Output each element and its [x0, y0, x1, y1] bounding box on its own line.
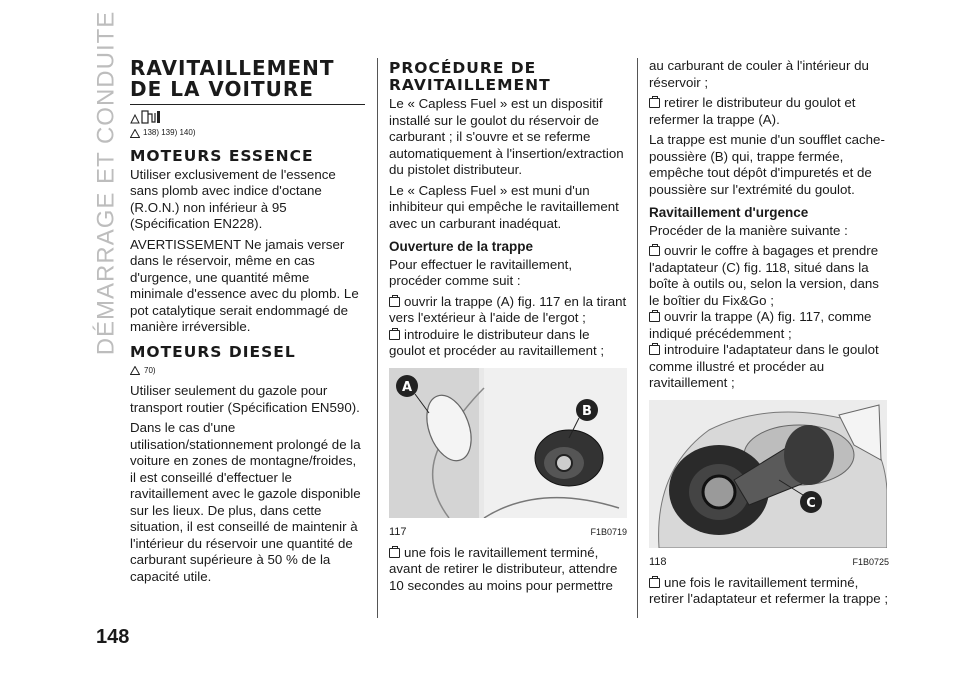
bullet-item: [389, 327, 627, 360]
bullet-item: [649, 309, 889, 342]
column-3: [649, 58, 889, 608]
bullet-icon: [389, 297, 400, 307]
section-title: RAVITAILLEMENT DE LA VOITURE: [130, 56, 335, 101]
bullet-text: retirer le distributeur du goulot et refermer la trappe (A).: [649, 95, 856, 127]
warning-triangle-icon: [130, 366, 140, 375]
heading-diesel: MOTEURS DIESEL: [130, 342, 296, 361]
bullet-text: une fois le ravitaillement terminé, avant de retirer le distributeur, attendre 10 secondes au moins pour permettre: [389, 544, 618, 593]
figure-number: 117: [389, 526, 407, 538]
section-title-wrap: [130, 58, 365, 105]
bullet-item: [649, 575, 889, 608]
figure-number: 118: [649, 556, 667, 568]
warning-triangle-icon: [130, 129, 140, 138]
paragraph: Pour effectuer le ravitaillement, procéder comme suit :: [389, 256, 573, 288]
heading-essence: MOTEURS ESSENCE: [130, 146, 314, 165]
figure-caption: [389, 524, 627, 541]
column-2: [389, 58, 627, 594]
bullet-item: [389, 545, 627, 595]
bullet-text: introduire l'adaptateur dans le goulot comme illustré et procéder au ravitaillement ;: [649, 342, 879, 390]
paragraph: au carburant de couler à l'intérieur du réservoir ;: [649, 58, 869, 90]
figure-caption: [649, 554, 889, 571]
callout-a: A: [401, 379, 413, 395]
paragraph: Procéder de la manière suivante :: [649, 222, 848, 238]
refs-text: 70): [144, 365, 156, 375]
column-divider: [377, 58, 378, 618]
heading-procedure: PROCÉDURE DE RAVITAILLEMENT: [389, 59, 551, 94]
page-number: 148: [96, 626, 130, 648]
bullet-icon: [649, 246, 660, 256]
figure-code: F1B0719: [590, 527, 627, 537]
callout-b: B: [582, 403, 592, 419]
bullet-text: une fois le ravitaillement terminé, retirer l'adaptateur et refermer la trappe ;: [649, 574, 889, 606]
callout-c: C: [806, 495, 816, 511]
figure-118: [649, 400, 889, 571]
bullet-icon: [389, 548, 400, 558]
paragraph: Le « Capless Fuel » est un dispositif installé sur le goulot du réservoir de carburant ; il s'ouvre et se referme automatiquement à l'insertion/extraction du pistolet distributeur.: [389, 96, 624, 177]
bullet-icon: [649, 98, 660, 108]
figure-117: [389, 368, 627, 541]
fuel-pump-warning-icon: [130, 109, 162, 125]
paragraph: Utiliser exclusivement de l'essence sans plomb avec indice d'octane (R.O.N.) non inférieur à 95 (Spécification EN228).: [130, 166, 336, 231]
paragraph: La trappe est munie d'un soufflet cache-poussière (B) qui, trappe fermée, empêche tout dépôt d'impuretés et de poussière sur l'extrémité du goulot.: [649, 132, 885, 197]
chapter-sidebar: [86, 10, 126, 356]
bullet-icon: [649, 345, 660, 355]
figure-code: F1B0725: [852, 557, 889, 567]
bullet-item: [649, 95, 889, 128]
column-1: [130, 58, 365, 589]
bullet-text: ouvrir la trappe (A) fig. 117, comme indiqué précédemment ;: [649, 309, 872, 341]
paragraph: Utiliser seulement du gazole pour transport routier (Spécification EN590).: [130, 383, 360, 415]
bullet-icon: [649, 578, 660, 588]
bullet-item: [389, 294, 627, 327]
bullet-icon: [649, 312, 660, 322]
paragraph: Dans le cas d'une utilisation/stationnement prolongé de la voiture en zones de montagne/froides, il est conseillé d'effectuer le ravitaillement avec le gazole disponible sur les lieux. De plus, dans cette situation, il est conseillé de maintenir à l'intérieur du réservoir une quantité de carburant supérieure à 50 % de la capacité utile.: [130, 420, 361, 584]
bullet-item: [649, 243, 889, 309]
refs-text: 138) 139) 140): [143, 128, 196, 137]
heading-urgence: Ravitaillement d'urgence: [649, 205, 809, 220]
warning-refs: [130, 363, 365, 380]
chapter-label: DÉMARRAGE ET CONDUITE: [92, 10, 119, 356]
bullet-text: introduire le distributeur dans le goulot et procéder au ravitaillement ;: [389, 326, 605, 358]
bullet-icon: [389, 330, 400, 340]
column-divider: [637, 58, 638, 618]
paragraph: AVERTISSEMENT Ne jamais verser dans le réservoir, même en cas d'urgence, une quantité même minimale d'essence avec du plomb. Le pot catalytique serait endommagé de manière irréversible.: [130, 236, 359, 334]
adapter-illustration: [649, 400, 887, 548]
paragraph: Le « Capless Fuel » est muni d'un inhibiteur qui empêche le ravitaillement avec un carburant inadéquat.: [389, 182, 619, 231]
bullet-item: [649, 342, 889, 392]
fuel-door-illustration: [389, 368, 627, 518]
warning-refs: [130, 109, 365, 142]
heading-trappe: Ouverture de la trappe: [389, 239, 534, 254]
bullet-text: ouvrir le coffre à bagages et prendre l'adaptateur (C) fig. 118, situé dans la boîte à outils ou, selon la version, dans le boîtier du Fix&Go ;: [649, 243, 879, 308]
bullet-text: ouvrir la trappe (A) fig. 117 en la tirant vers l'extérieur à l'aide de l'ergot ;: [389, 293, 627, 325]
